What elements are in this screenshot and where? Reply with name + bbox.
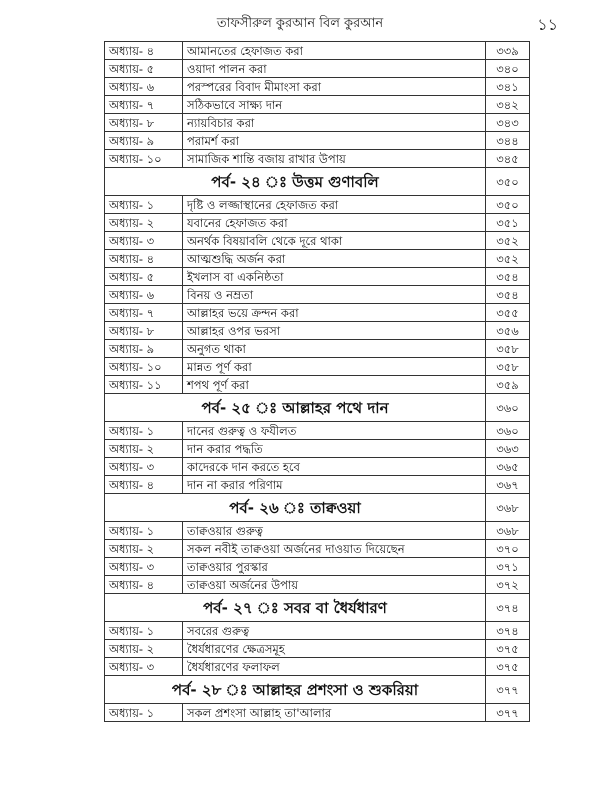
page-ref: ৩৭১ <box>486 558 530 576</box>
chapter-row <box>105 522 530 540</box>
chapter-row <box>105 232 530 250</box>
chapter-title: বিনয় ও নম্রতা <box>183 286 486 304</box>
page-ref: ৩৭২ <box>486 576 530 594</box>
chapter-title: অনর্থক বিষয়াবলি থেকে দূরে থাকা <box>183 232 486 250</box>
chapter-row <box>105 60 530 78</box>
page-header <box>0 8 600 36</box>
page-ref: ৩৩৯ <box>486 42 530 60</box>
page-ref: ৩৫০ <box>486 168 530 196</box>
page-ref: ৩৫৯ <box>486 376 530 394</box>
chapter-number: অধ্যায়- ৯ <box>105 132 183 150</box>
chapter-number: অধ্যায়- ১ <box>105 196 183 214</box>
page-ref: ৩৪৩ <box>486 114 530 132</box>
page-ref: ৩৭৪ <box>486 594 530 622</box>
chapter-title: সকল প্রশংসা আল্লাহ তা'আলার <box>183 704 486 722</box>
chapter-title: পরামর্শ করা <box>183 132 486 150</box>
chapter-number: অধ্যায়- ১ <box>105 704 183 722</box>
page-ref: ৩৭৭ <box>486 676 530 704</box>
page-number: ১১ <box>537 15 558 34</box>
part-title: পর্ব- ২৫ ঃ আল্লাহর পথে দান <box>105 394 486 422</box>
chapter-number: অধ্যায়- ৬ <box>105 78 183 96</box>
page-ref: ৩৫৫ <box>486 304 530 322</box>
page-ref: ৩৬৮ <box>486 494 530 522</box>
chapter-number: অধ্যায়- ১ <box>105 522 183 540</box>
part-title: পর্ব- ২৬ ঃ তাক্বওয়া <box>105 494 486 522</box>
chapter-number: অধ্যায়- ৪ <box>105 42 183 60</box>
chapter-number: অধ্যায়- ১০ <box>105 358 183 376</box>
chapter-number: অধ্যায়- ৬ <box>105 286 183 304</box>
chapter-row <box>105 304 530 322</box>
chapter-number: অধ্যায়- ৩ <box>105 458 183 476</box>
page-ref: ৩৫২ <box>486 250 530 268</box>
page-ref: ৩৭৪ <box>486 622 530 640</box>
chapter-title: কাদেরকে দান করতে হবে <box>183 458 486 476</box>
chapter-number: অধ্যায়- ১০ <box>105 150 183 168</box>
page-ref: ৩৪২ <box>486 96 530 114</box>
chapter-title: সবরের গুরুত্ব <box>183 622 486 640</box>
chapter-title: শপথ পূর্ণ করা <box>183 376 486 394</box>
page-ref: ৩৫১ <box>486 214 530 232</box>
chapter-number: অধ্যায়- ৭ <box>105 304 183 322</box>
chapter-title: অনুগত থাকা <box>183 340 486 358</box>
chapter-row <box>105 42 530 60</box>
chapter-row <box>105 640 530 658</box>
chapter-title: আল্লাহর ভয়ে ক্রন্দন করা <box>183 304 486 322</box>
chapter-row <box>105 376 530 394</box>
page-ref: ৩৬৭ <box>486 476 530 494</box>
chapter-title: ন্যায়বিচার করা <box>183 114 486 132</box>
chapter-number: অধ্যায়- ২ <box>105 214 183 232</box>
chapter-number: অধ্যায়- ৪ <box>105 476 183 494</box>
chapter-row <box>105 440 530 458</box>
page-ref: ৩৬৮ <box>486 522 530 540</box>
chapter-row <box>105 268 530 286</box>
page-ref: ৩৫৮ <box>486 358 530 376</box>
page-ref: ৩৫৮ <box>486 340 530 358</box>
chapter-title: দানের গুরুত্ব ও ফযীলত <box>183 422 486 440</box>
chapter-title: পরস্পরের বিবাদ মীমাংসা করা <box>183 78 486 96</box>
chapter-title: আত্মশুদ্ধি অর্জন করা <box>183 250 486 268</box>
page-ref: ৩৫৪ <box>486 286 530 304</box>
chapter-row <box>105 250 530 268</box>
page-ref: ৩৪০ <box>486 60 530 78</box>
chapter-title: আল্লাহর ওপর ভরসা <box>183 322 486 340</box>
chapter-number: অধ্যায়- ১ <box>105 622 183 640</box>
chapter-row <box>105 540 530 558</box>
chapter-number: অধ্যায়- ৪ <box>105 576 183 594</box>
chapter-title: তাক্বওয়ার পুরস্কার <box>183 558 486 576</box>
chapter-row <box>105 96 530 114</box>
chapter-number: অধ্যায়- ৩ <box>105 658 183 676</box>
chapter-title: দান না করার পরিণাম <box>183 476 486 494</box>
chapter-title: যবানের হেফাজত করা <box>183 214 486 232</box>
chapter-number: অধ্যায়- ৮ <box>105 114 183 132</box>
part-row <box>105 594 530 622</box>
chapter-number: অধ্যায়- ১ <box>105 422 183 440</box>
chapter-title: সামাজিক শান্তি বজায় রাখার উপায় <box>183 150 486 168</box>
chapter-title: দান করার পদ্ধতি <box>183 440 486 458</box>
chapter-row <box>105 576 530 594</box>
chapter-row <box>105 622 530 640</box>
chapter-title: দৃষ্টি ও লজ্জাস্থানের হেফাজত করা <box>183 196 486 214</box>
page-ref: ৩৪১ <box>486 78 530 96</box>
chapter-number: অধ্যায়- ৭ <box>105 96 183 114</box>
page-ref: ৩৭৫ <box>486 640 530 658</box>
chapter-title: ওয়াদা পালন করা <box>183 60 486 78</box>
part-title: পর্ব- ২৭ ঃ সবর বা ধৈর্যধারণ <box>105 594 486 622</box>
part-row <box>105 394 530 422</box>
part-title: পর্ব- ২৪ ঃ উত্তম গুণাবলি <box>105 168 486 196</box>
page-ref: ৩৫২ <box>486 232 530 250</box>
chapter-number: অধ্যায়- ৫ <box>105 60 183 78</box>
chapter-number: অধ্যায়- ৩ <box>105 558 183 576</box>
page-ref: ৩৬৫ <box>486 458 530 476</box>
page-ref: ৩৭০ <box>486 540 530 558</box>
chapter-row <box>105 78 530 96</box>
toc-body <box>105 42 530 722</box>
page-ref: ৩৭৭ <box>486 704 530 722</box>
page-ref: ৩৭৫ <box>486 658 530 676</box>
table-of-contents <box>104 41 530 722</box>
chapter-title: তাক্বওয়ার গুরুত্ব <box>183 522 486 540</box>
page-ref: ৩৫০ <box>486 196 530 214</box>
chapter-number: অধ্যায়- ২ <box>105 540 183 558</box>
chapter-title: সকল নবীই তাক্বওয়া অর্জনের দাওয়াত দিয়েছেন <box>183 540 486 558</box>
part-row <box>105 676 530 704</box>
chapter-number: অধ্যায়- ৫ <box>105 268 183 286</box>
chapter-row <box>105 458 530 476</box>
page-ref: ৩৫৬ <box>486 322 530 340</box>
chapter-title: আমানতের হেফাজত করা <box>183 42 486 60</box>
chapter-title: মান্নত পূর্ণ করা <box>183 358 486 376</box>
chapter-row <box>105 132 530 150</box>
chapter-number: অধ্যায়- ২ <box>105 640 183 658</box>
chapter-row <box>105 322 530 340</box>
chapter-row <box>105 558 530 576</box>
page-ref: ৩৪৫ <box>486 150 530 168</box>
part-row <box>105 168 530 196</box>
chapter-row <box>105 704 530 722</box>
chapter-row <box>105 422 530 440</box>
chapter-title: ইখলাস বা একনিষ্ঠতা <box>183 268 486 286</box>
chapter-number: অধ্যায়- ১১ <box>105 376 183 394</box>
chapter-number: অধ্যায়- ৩ <box>105 232 183 250</box>
page-ref: ৩৪৪ <box>486 132 530 150</box>
chapter-row <box>105 358 530 376</box>
page-ref: ৩৬৩ <box>486 440 530 458</box>
chapter-row <box>105 214 530 232</box>
chapter-row <box>105 476 530 494</box>
chapter-title: সঠিকভাবে সাক্ষ্য দান <box>183 96 486 114</box>
part-title: পর্ব- ২৮ ঃ আল্লাহর প্রশংসা ও শুকরিয়া <box>105 676 486 704</box>
page-ref: ৩৬০ <box>486 394 530 422</box>
chapter-row <box>105 114 530 132</box>
chapter-number: অধ্যায়- ৮ <box>105 322 183 340</box>
page-ref: ৩৬০ <box>486 422 530 440</box>
chapter-number: অধ্যায়- ৪ <box>105 250 183 268</box>
chapter-title: ধৈর্যধারণের ফলাফল <box>183 658 486 676</box>
chapter-row <box>105 286 530 304</box>
chapter-row <box>105 340 530 358</box>
chapter-title: তাক্বওয়া অর্জনের উপায় <box>183 576 486 594</box>
chapter-row <box>105 658 530 676</box>
chapter-title: ধৈর্যধারণের ক্ষেত্রসমূহ <box>183 640 486 658</box>
page-title: তাফসীরুল কুরআন বিল কুরআন <box>216 16 384 31</box>
chapter-row <box>105 150 530 168</box>
chapter-number: অধ্যায়- ২ <box>105 440 183 458</box>
chapter-number: অধ্যায়- ৯ <box>105 340 183 358</box>
part-row <box>105 494 530 522</box>
page-ref: ৩৫৪ <box>486 268 530 286</box>
chapter-row <box>105 196 530 214</box>
